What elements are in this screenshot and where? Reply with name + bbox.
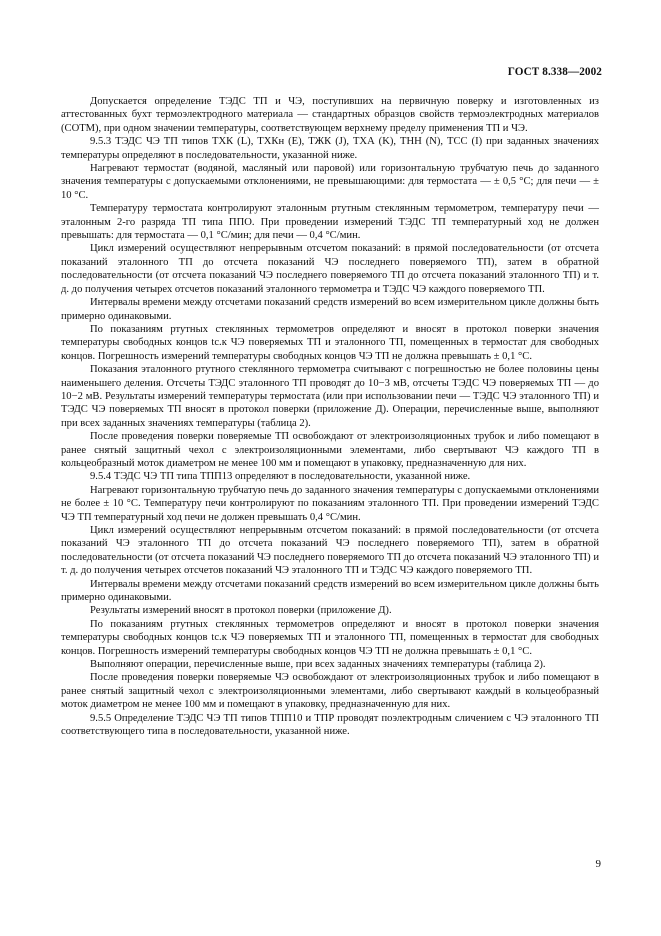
paragraph: Цикл измерений осуществляют непрерывным отсчетом показаний: в прямой последовательности (от отсчета показаний эталонного ТП до отсчета показаний ЧЭ последнего поверяемого ТП), затем в обратной последовательности (от отсчета показаний ЧЭ последнего поверяемого ТП до отсчета показаний эталонного ТП) и т. д. до получения четырех отсчетов показаний эталонного термометра и ТЭДС ЧЭ каждого поверяемого ТП. [61,243,599,295]
paragraph: Температуру термостата контролируют эталонным ртутным стеклянным термометром, температуру печи — эталонным 2-го разряда ТП типа ППО. При проведении измерений ТЭДС ТП температурный ход не должен превышать: для термостата — 0,1 °С/мин; для печи — 0,4 °С/мин. [61,203,599,242]
paragraph: 9.5.3 ТЭДС ЧЭ ТП типов ТХК (L), ТХКн (E), ТЖК (J), ТХА (K), ТНН (N), ТСС (I) при заданных значениях температуры определяют в последовательности, указанной ниже. [61,136,599,161]
paragraph: Показания эталонного ртутного стеклянного термометра считывают с погрешностью не более половины цены наименьшего деления. Отсчеты ТЭДС эталонного ТП проводят до 10−3 мВ, отсчеты ТЭДС ЧЭ поверяемых ТП — до 10−2 мВ. Результаты измерений температуры термостата (или при использовании печи — ТЭДС ЧЭ эталонного ТП) и ТЭДС ЧЭ поверяемых ТП вносят в протокол поверки (приложение Д). Операции, перечисленные выше, выполняют при всех заданных значениях температуры (таблица 2). [61,364,599,429]
paragraph: Результаты измерений вносят в протокол поверки (приложение Д). [90,605,392,617]
paragraph: Выполняют операции, перечисленные выше, при всех заданных значениях температуры (таблица 2). [90,659,546,671]
paragraph: После проведения поверки поверяемые ЧЭ освобождают от электроизоляционных трубок и либо помещают в ранее снятый защитный чехол с электроизоляционными элементами, либо свертывают каждый в кольцеобразный моток диаметром не менее 100 мм и помещают в упаковку, предназначенную для них. [61,672,599,711]
page-number: 9 [595,858,601,870]
paragraph: 9.5.5 Определение ТЭДС ЧЭ ТП типов ТПП10 и ТПР проводят поэлектродным сличением с ЧЭ эталонного ТП соответствующего типа в последовательности, указанной ниже. [61,712,599,738]
paragraph: Допускается определение ТЭДС ТП и ЧЭ, поступивших на первичную поверку и изготовленных из аттестованных бухт термоэлектродного материала — стандартных образцов свойств термоэлектродных материалов (СОТМ), при одном значении температуры, соответствующем верхнему пределу применения ТП и ЧЭ. [61,96,599,134]
body-text [61,95,599,739]
paragraph: 9.5.4 ТЭДС ЧЭ ТП типа ТПП13 определяют в последовательности, указанной ниже. [90,471,471,483]
paragraph: Цикл измерений осуществляют непрерывным отсчетом показаний: в прямой последовательности (от отсчета показаний ЧЭ эталонного ТП до отсчета показаний ЧЭ последнего поверяемого ТП), затем в обратной последовательности (от отсчета показаний ЧЭ последнего поверяемого ТП до отсчета показаний ЧЭ эталонного ТП) и т. д. до получения четырех отсчетов показаний ЧЭ эталонного ТП и ТЭДС ЧЭ каждого поверяемого ТП. [61,525,599,577]
paragraph: После проведения поверки поверяемые ТП освобождают от электроизоляционных трубок и либо помещают в ранее снятый защитный чехол с электроизоляционными элементами, либо свертывают ЧЭ каждого ТП в кольцеобразный моток диаметром не менее 100 мм и помещают в упаковку, предназначенную для них. [61,431,599,469]
paragraph: Нагревают термостат (водяной, масляный или паровой) или горизонтальную трубчатую печь до заданного значения температуры с допускаемыми отклонениями, не превышающими: для термостата — ± 0,5 °С; для печи — ± 10 °С. [61,163,599,201]
paragraph: Интервалы времени между отсчетами показаний средств измерений во всем измерительном цикле должны быть примерно одинаковыми. [61,578,599,604]
standard-id-header: ГОСТ 8.338—2002 [507,66,602,78]
paragraph: По показаниям ртутных стеклянных термометров определяют и вносят в протокол поверки значения температуры свободных концов tс.к ЧЭ поверяемых ТП и эталонного ТП, помещенных в термостат для свободных концов. Погрешность измерений температуры свободных концов ЧЭ ТП не должна превышать ± 0,1 °С. [61,323,599,362]
paragraph: Нагревают горизонтальную трубчатую печь до заданного значения температуры с допускаемыми отклонениями не более ± 10 °С. Температуру печи контролируют по показаниям эталонного ТП. При проведении измерений ТЭДС ЧЭ ТП температурный ход печи не должен превышать 0,4 °С/мин. [61,484,599,523]
paragraph: Интервалы времени между отсчетами показаний средств измерений во всем измерительном цикле должны быть примерно одинаковыми. [61,297,599,322]
paragraph: По показаниям ртутных стеклянных термометров определяют и вносят в протокол поверки значения температуры свободных концов tс.к ЧЭ поверяемых ТП и эталонного ТП, помещенных в термостат для свободных концов. Погрешность измерений температуры свободных концов ЧЭ ТП не должна превышать ± 0,1 °С. [61,618,599,657]
